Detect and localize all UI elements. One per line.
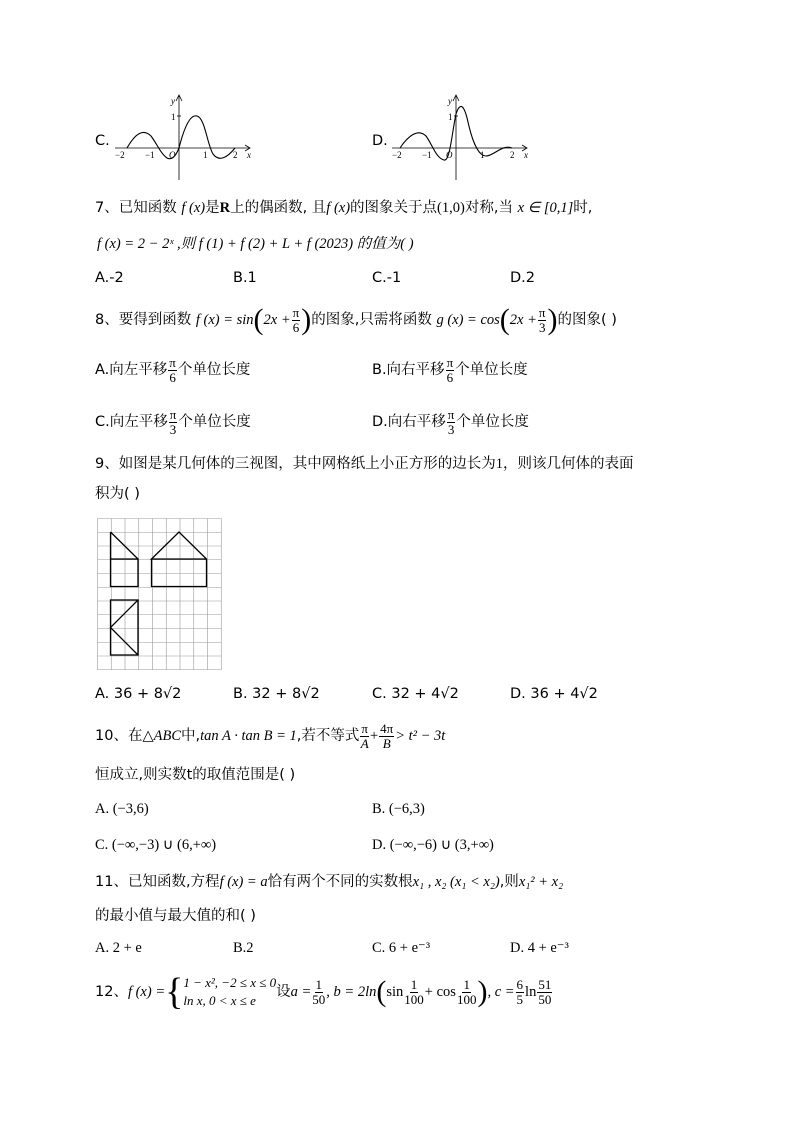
y-label: y xyxy=(448,96,452,106)
x-label: x xyxy=(524,150,528,160)
tick: 1 xyxy=(203,150,208,160)
origin-label: O xyxy=(169,150,176,160)
q10-option-c[interactable]: C. (−∞,−3) ∪ (6,+∞) xyxy=(95,837,217,853)
q9-line2: 积为( ) xyxy=(95,486,140,502)
q11-option-b[interactable]: B.2 xyxy=(233,940,254,956)
graph-d xyxy=(390,92,530,184)
origin-label: O xyxy=(446,150,453,160)
q10-line2: 恒成立,则实数t的取值范围是( ) xyxy=(95,767,296,783)
question-number: 12、 xyxy=(95,984,128,1000)
question-number: 8、 xyxy=(95,312,119,328)
q7-option-c[interactable]: C.-1 xyxy=(372,270,402,286)
piecewise-cases: 1 − x², −2 ≤ x ≤ 0 ln x, 0 < x ≤ e xyxy=(183,975,277,1008)
q7-line2: f (x) = 2 − 2ˣ ,则 f (1) + f (2) + L + f (2023) 的值为( ) xyxy=(97,236,414,252)
graph-c xyxy=(113,92,253,184)
y-one: 1 xyxy=(448,112,453,122)
q8-option-b[interactable]: B.向右平移 $\frac{\pi}{6}$ 个单位长度 xyxy=(372,354,528,385)
q10-option-d[interactable]: D. (−∞,−6) ∪ (3,+∞) xyxy=(372,837,494,853)
q9-option-d[interactable]: D. 36 + 4√2 xyxy=(510,686,598,702)
q8-option-c[interactable]: C.向左平移 $\frac{\pi}{3}$ 个单位长度 xyxy=(95,406,251,437)
tick: −1 xyxy=(145,150,155,160)
q7-option-a[interactable]: A.-2 xyxy=(95,270,124,286)
q10-option-b[interactable]: B. (−6,3) xyxy=(372,801,425,817)
tick: −2 xyxy=(115,150,125,160)
q10-line1: 10、 在△ ABC 中, tan A · tan B = 1 ,若不等式 $\frac{\pi}{A}$ + $\frac{4\pi}{B}$ > t² − 3t xyxy=(95,720,446,751)
three-view-figure xyxy=(97,518,223,670)
q9-option-c[interactable]: C. 32 + 4√2 xyxy=(372,686,459,702)
q9-line1: 9、如图是某几何体的三视图，其中网格纸上小正方形的边长为1，则该几何体的表面 xyxy=(95,456,634,472)
q8-option-d[interactable]: D.向右平移 $\frac{\pi}{3}$ 个单位长度 xyxy=(372,406,529,437)
q9-option-b[interactable]: B. 32 + 8√2 xyxy=(233,686,320,702)
q11-option-a[interactable]: A. 2 + e xyxy=(95,940,142,956)
question-number: 7、 xyxy=(95,200,119,216)
q11-option-c[interactable]: C. 6 + e⁻³ xyxy=(372,940,431,956)
question-number: 11、 xyxy=(95,874,128,890)
choice-d-label[interactable]: D. xyxy=(372,133,388,149)
q8-line: 8、 要得到函数 f (x) = sin ( 2x + $\frac{\pi}{6}$ ) 的图象,只需将函数 g (x) = cos ( 2x + $\frac{\pi}{3}$ ) 的图象( ) xyxy=(95,303,617,336)
tick: 1 xyxy=(480,150,485,160)
tick: 2 xyxy=(510,150,515,160)
x-label: x xyxy=(247,150,251,160)
tick: 2 xyxy=(233,150,238,160)
q7-line1: 7、已知函数 f (x)是R上的偶函数, 且f (x)的图象关于点(1,0)对称,当 x ∈ [0,1]时, xyxy=(95,200,593,216)
q11-line1: 11、已知函数,方程f (x) = a恰有两个不同的实数根x₁ , x₂ (x₁ < x₂),则x₁² + x₂ xyxy=(95,874,564,890)
tick: −2 xyxy=(392,150,402,160)
q10-option-a[interactable]: A. (−3,6) xyxy=(95,801,149,817)
choice-c-label[interactable]: C. xyxy=(95,133,110,149)
q11-option-d[interactable]: D. 4 + e⁻³ xyxy=(510,940,569,956)
y-one: 1 xyxy=(171,112,176,122)
q8-option-a[interactable]: A.向左平移 $\frac{\pi}{6}$ 个单位长度 xyxy=(95,354,251,385)
tick: −1 xyxy=(422,150,432,160)
top-view xyxy=(111,600,139,655)
question-number: 9、 xyxy=(95,456,119,472)
curve-c xyxy=(127,116,235,159)
q7-option-d[interactable]: D.2 xyxy=(510,270,535,286)
y-label: y xyxy=(171,96,175,106)
side-view xyxy=(152,532,207,587)
question-number: 10、 xyxy=(95,728,128,744)
q7-option-b[interactable]: B.1 xyxy=(233,270,257,286)
q9-option-a[interactable]: A. 36 + 8√2 xyxy=(95,686,182,702)
q11-line2: 的最小值与最大值的和( ) xyxy=(95,908,256,924)
q12-line: 12、 f (x) = { 1 − x², −2 ≤ x ≤ 0 ln x, 0 < x ≤ e 设 a = $\frac{1}{50}$ , b = 2ln ( sin $\frac{1}{100}$ + cos $\frac{1}{100}$ ) , c = $\frac{6}{5}$ ln $\frac{51}{50}$ xyxy=(95,971,552,1013)
